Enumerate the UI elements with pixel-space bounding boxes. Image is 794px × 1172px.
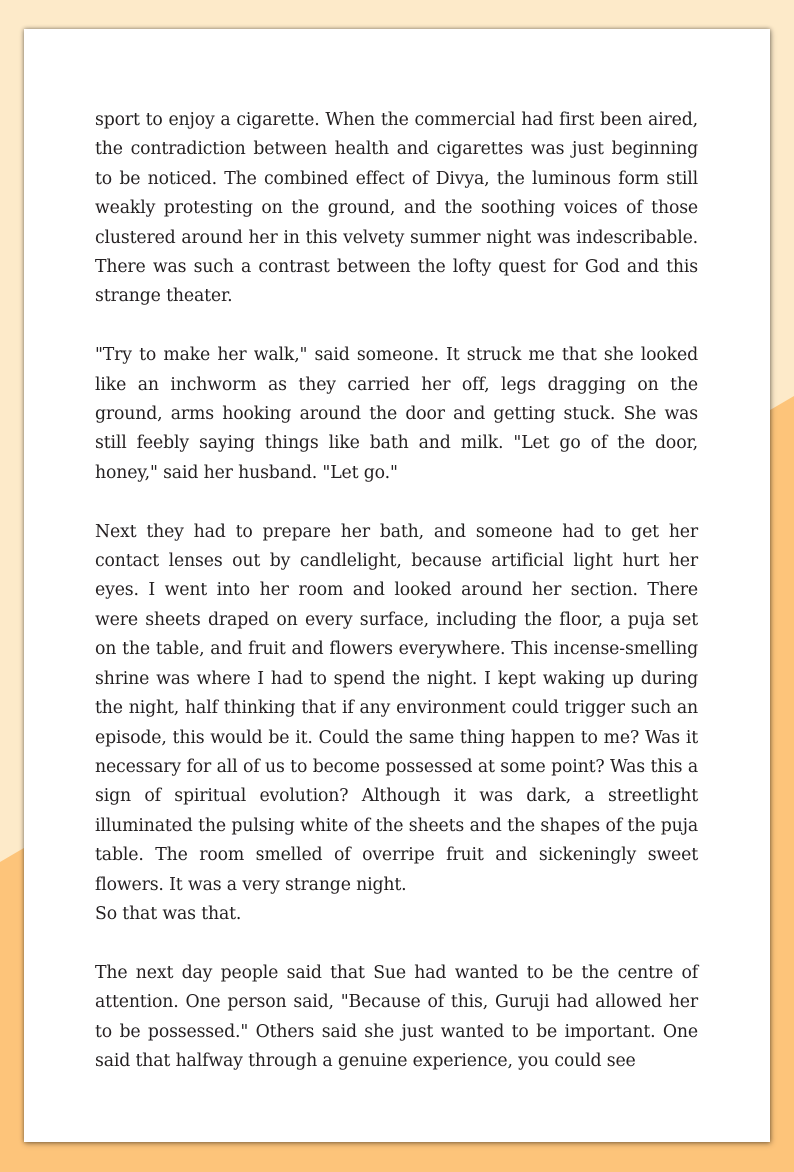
paragraph-4: So that was that. [95, 903, 242, 924]
paragraph-2: "Try to make her walk," said someone. It struck me that she looked like an inchworm as they carried her off, legs dragging on the ground, arms hooking around the door and getting stuck. She was still feebly saying things like bath and milk. "Let go of the door, honey," said her husband. "Let go." [95, 345, 698, 483]
paragraph-5: The next day people said that Sue had wanted to be the centre of attention. One person said, "Because of this, Guruji had allowed her to be possessed." Others said she just wanted to be important. One said that halfway through a genuine experience, you could see [95, 962, 698, 1071]
page-body-text [95, 106, 698, 1106]
paragraph-1: sport to enjoy a cigarette. When the commercial had first been aired, the contradiction between health and cigarettes was just beginning to be noticed. The combined effect of Divya, the luminous form still weakly protesting on the ground, and the soothing voices of those clustered around her in this velvety summer night was indescribable. There was such a contrast between the lofty quest for God and this strange theater. [95, 110, 698, 307]
document-page [24, 29, 770, 1142]
paragraph-3: Next they had to prepare her bath, and someone had to get her contact lenses out by candlelight, because artificial light hurt her eyes. I went into her room and looked around her section. There were sheets draped on every surface, including the floor, a puja set on the table, and fruit and flowers everywhere. This incense-smelling shrine was where I had to spend the night. I kept waking up during the night, half thinking that if any environment could trigger such an episode, this would be it. Could the same thing happen to me? Was it necessary for all of us to become possessed at some point? Was this a sign of spiritual evolution? Although it was dark, a streetlight illuminated the pulsing white of the sheets and the shapes of the puja table. The room smelled of overripe fruit and sickeningly sweet flowers. It was a very strange night. [95, 521, 698, 895]
